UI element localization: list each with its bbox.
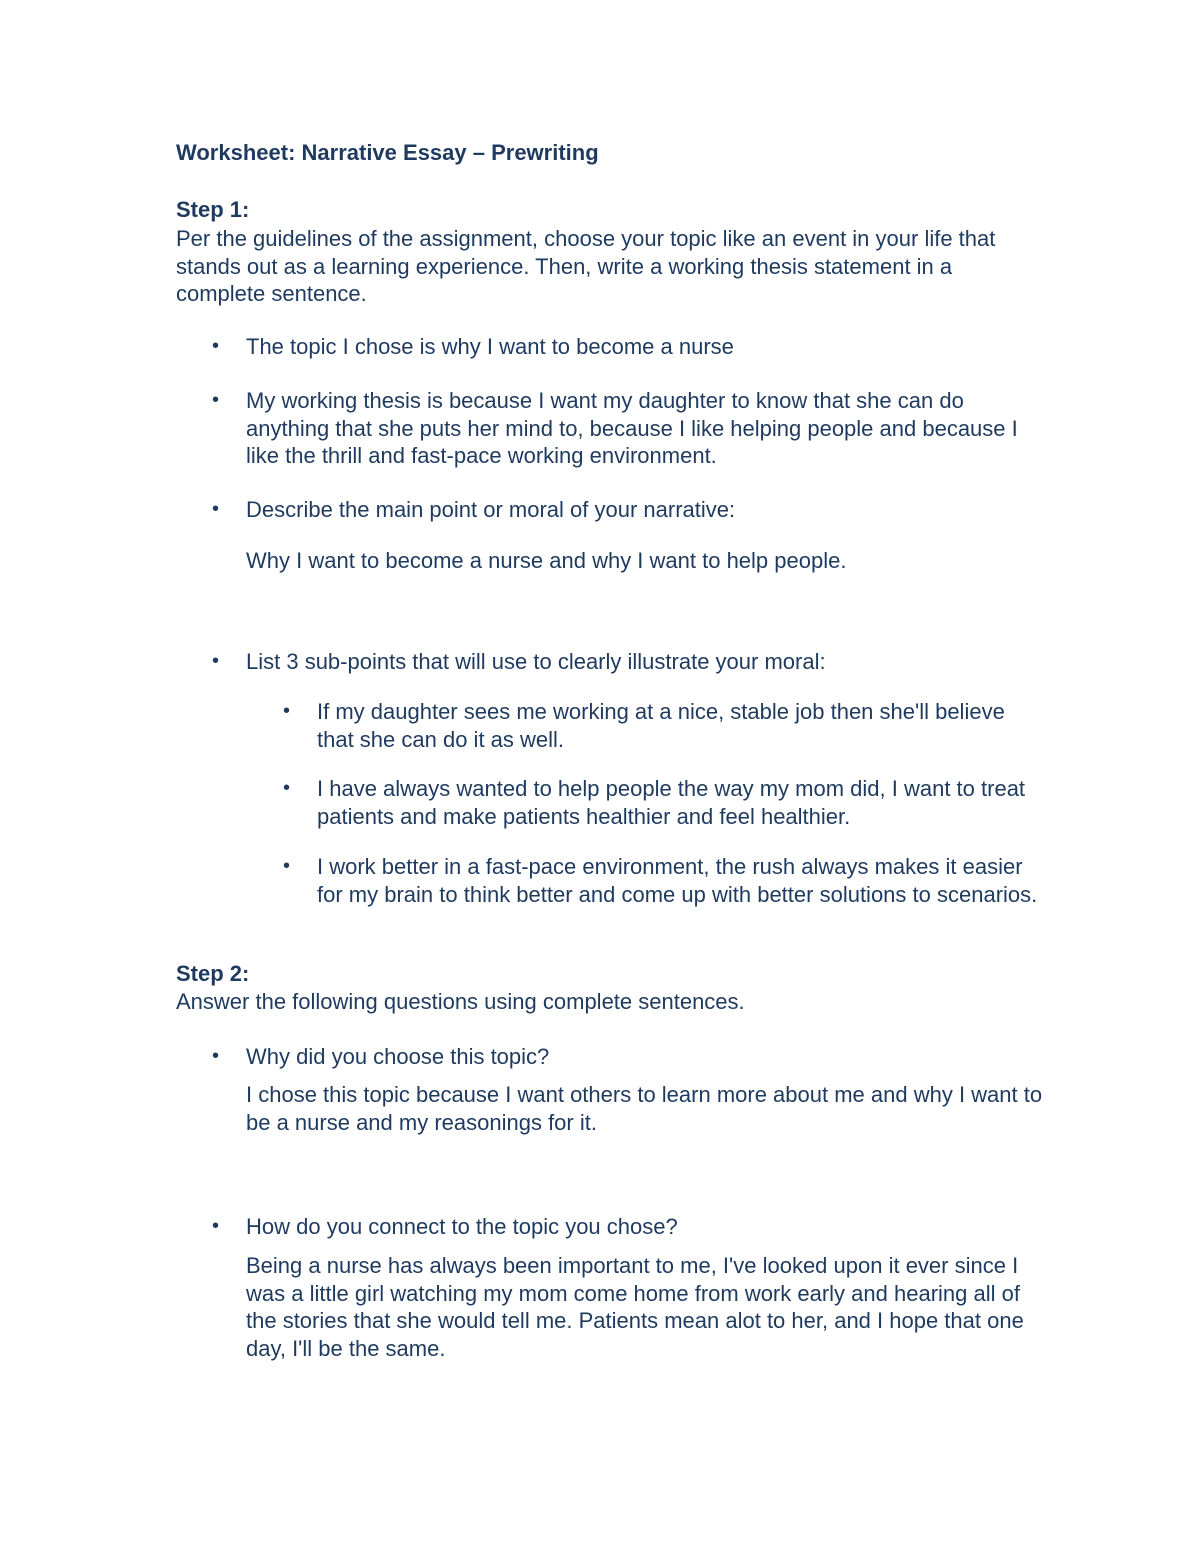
subpoint-item: I work better in a fast-pace environment, the rush always makes it easier for my brain to think better and come up with better solutions to scenarios. [317,854,1038,907]
subpoint-item: I have always wanted to help people the way my mom did, I want to treat patients and make patients healthier and feel healthier. [317,776,1026,829]
question-item: Why did you choose this topic? [246,1044,550,1069]
step-1-heading: Step 1: [176,197,250,222]
moral-prompt: Describe the main point or moral of your narrative: [246,497,736,522]
moral-answer: Why I want to become a nurse and why I want to help people. [246,548,847,573]
step-1-instructions: Per the guidelines of the assignment, choose your topic like an event in your life that stands out as a learning experience. Then, write a working thesis statement in a complete sentence. [176,226,996,306]
topic-item: The topic I chose is why I want to become a nurse [246,334,734,359]
answer-text: I chose this topic because I want others to learn more about me and why I want to be a nurse and my reasonings for it. [246,1082,1043,1135]
bullet-icon: • [283,855,291,877]
bullet-icon: • [283,700,291,722]
bullet-icon: • [212,335,220,357]
thesis-item: My working thesis is because I want my daughter to know that she can do anything that she puts her mind to, because I like helping people and because I like the thrill and fast-pace working environment. [246,388,1018,468]
bullet-icon: • [212,1045,220,1067]
answer-text: Being a nurse has always been important to me, I've looked upon it ever since I was a little girl watching my mom come home from work early and hearing all of the stories that she would tell me. Patients mean alot to her, and I hope that one day, I'll be the same. [246,1253,1024,1361]
bullet-icon: • [212,1215,220,1237]
bullet-icon: • [212,389,220,411]
step-2-instructions: Answer the following questions using complete sentences. [176,989,745,1014]
question-item: How do you connect to the topic you chose? [246,1214,678,1239]
subpoint-item: If my daughter sees me working at a nice, stable job then she'll believe that she can do it as well. [317,699,1005,752]
step-2-heading: Step 2: [176,961,250,986]
subpoints-prompt: List 3 sub-points that will use to clearly illustrate your moral: [246,649,826,674]
bullet-icon: • [212,498,220,520]
worksheet-title: Worksheet: Narrative Essay – Prewriting [176,140,599,165]
bullet-icon: • [212,650,220,672]
bullet-icon: • [283,777,291,799]
